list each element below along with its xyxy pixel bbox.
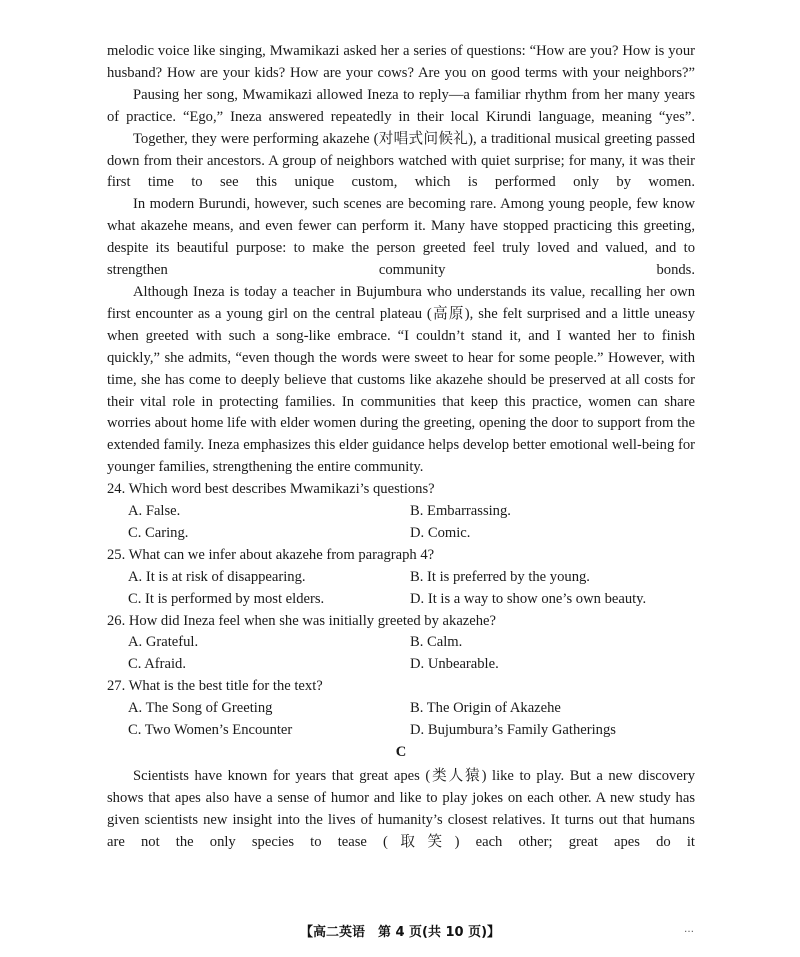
option-b: B. Embarrassing. <box>410 503 511 520</box>
option-a: A. It is at risk of disappearing. <box>128 568 306 585</box>
question-25 <box>107 545 695 611</box>
option-c: C. Caring. <box>128 524 189 541</box>
section-c-heading: C <box>395 744 407 760</box>
section-c-paragraph: Scientists have known for years that great apes (类人猿) like to play. But a new discovery shows that apes also have a sense of humor and like to play jokes on each other. A new study has given scientists new insight into the lives of humanity’s closest relatives. It turns out that humans are not the only species to tease (取笑) each other; great apes do it <box>107 767 695 850</box>
question-stem: 24. Which word best describes Mwamikazi’s questions? <box>107 481 435 498</box>
passage-paragraph-3: Together, they were performing akazehe (对唱式问候礼), a traditional musical greeting passed down from their ancestors. A group of neighbors watched with quiet surprise; for many, it was their first time to see this unique custom, which is performed only by women. <box>107 130 695 191</box>
option-a: A. False. <box>128 503 181 520</box>
exam-page <box>107 41 695 854</box>
option-c: C. Afraid. <box>128 656 186 673</box>
corner-mark: … <box>684 924 694 935</box>
question-24 <box>107 479 695 545</box>
question-26 <box>107 611 695 677</box>
option-c: C. Two Women’s Encounter <box>128 722 293 739</box>
passage-paragraph-4: In modern Burundi, however, such scenes are becoming rare. Among young people, few know what akazehe means, and even fewer can perform it. Many have stopped practicing this greeting, despite its beautiful purpose: to make the person greeted feel truly loved and valued, and to strengthen community bonds. <box>107 196 695 279</box>
option-c: C. It is performed by most elders. <box>128 590 325 607</box>
option-b: B. It is preferred by the young. <box>410 568 590 585</box>
question-stem: 25. What can we infer about akazehe from paragraph 4? <box>107 546 435 563</box>
question-27 <box>107 676 695 742</box>
passage-paragraph-1: melodic voice like singing, Mwamikazi asked her a series of questions: “How are you? How is your husband? How are your kids? How are your cows? Are you on good terms with your neighbors?” <box>107 43 695 81</box>
question-stem: 27. What is the best title for the text? <box>107 678 323 695</box>
option-b: B. Calm. <box>410 634 463 651</box>
option-d: D. It is a way to show one’s own beauty. <box>410 590 647 607</box>
question-stem: 26. How did Ineza feel when she was initially greeted by akazehe? <box>107 612 497 629</box>
option-a: A. The Song of Greeting <box>128 700 273 717</box>
option-d: D. Unbearable. <box>410 656 499 673</box>
option-d: D. Comic. <box>410 524 471 541</box>
option-d: D. Bujumbura’s Family Gatherings <box>410 722 616 739</box>
page-footer: 【高二英语 第 4 页(共 10 页)】 <box>299 925 501 940</box>
passage-paragraph-5: Although Ineza is today a teacher in Bujumbura who understands its value, recalling her own first encounter as a young girl on the central plateau (高原), she felt surprised and a little uneasy when greeted with such a song-like embrace. “I couldn’t stand it, and I wanted her to finish quickly,” she admits, “even though the words were sweet to hear for some people.” However, with time, she has come to deeply believe that customs like akazehe should be preserved at all costs for their vital role in protecting families. In communities that keep this practice, women can share worries about home life with elder women during the greeting, opening the door to support from the extended family. Ineza emphasizes this elder guidance helps develop better emotional well-being for younger families, strengthening the entire community. <box>107 283 695 476</box>
option-a: A. Grateful. <box>128 634 199 651</box>
passage-paragraph-2: Pausing her song, Mwamikazi allowed Ineza to reply—a familiar rhythm from her many years of practice. “Ego,” Ineza answered repeatedly in their local Kirundi language, meaning “yes”. <box>107 86 695 125</box>
passage-b <box>107 41 695 479</box>
option-b: B. The Origin of Akazehe <box>410 700 561 717</box>
